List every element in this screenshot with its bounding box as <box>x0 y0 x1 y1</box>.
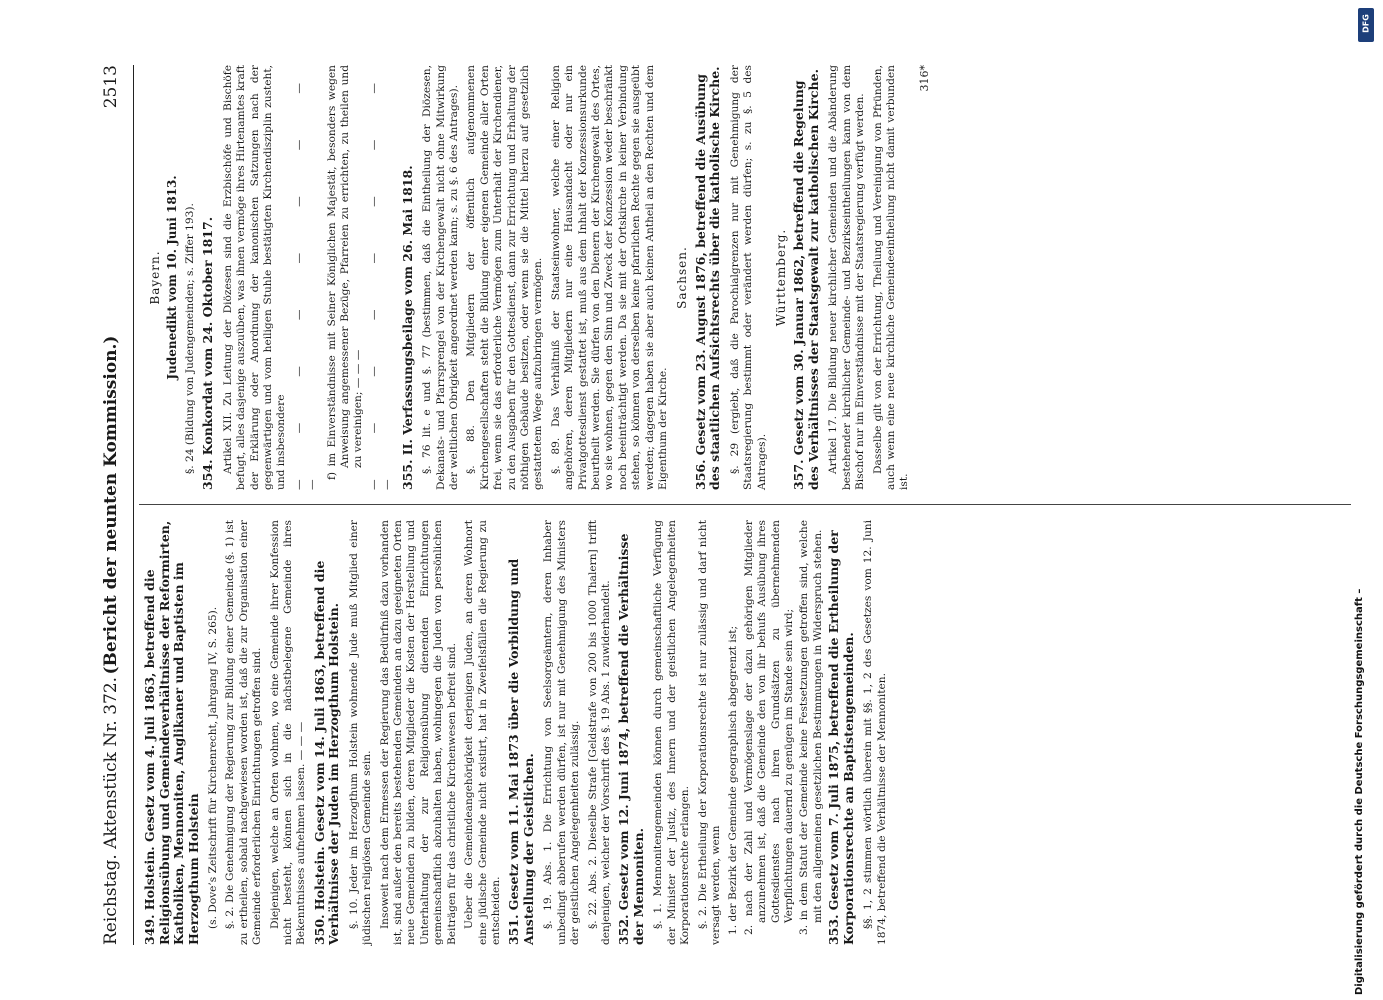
omission-dashes: — — — — — — — — — <box>367 65 394 490</box>
section-357-title: 357. Gesetz vom 30. Januar 1862, betreffend die Regelung des Verhältnisses der Staatsgewalt zur katholischen Kirche. <box>791 69 821 490</box>
list-item: 2. nach der Zahl und Vermögenslage der dazu gehörigen Mitglieder anzunehmen ist, daß die Gemeinde den von ihr behufs Ausübung ihres Gottesdienstes nach ihren Grundsätzen zu übernehmenden Verpflichtungen dauernd zu genügen im Stande sein wird; <box>742 520 795 935</box>
section-349-title: 349. Holstein. Gesetz vom 4. Juli 1863, betreffend die Religionsübung und Gemeindeverhältnisse der Reformirten, Katholiken, Mennoniten, Anglikaner und Baptisten im Herzogthum Holstein <box>142 520 201 945</box>
section-352-para: §. 1. Mennonitengemeinden können durch gemeinschaftliche Verfügung der Minister der Justiz, des Innern und der geistlichen Angelegenheiten Korporationsrechte erlangen. <box>652 520 692 945</box>
state-heading-wuerttemberg: Württemberg. <box>774 228 789 327</box>
section-353-para: §§. 1, 2 stimmen wörtlich überein mit §§. 1, 2 des Gesetzes vom 12. Juni 1874, betreffend die Verhältnisse der Mennoniten. <box>862 520 888 945</box>
section-355-para: §. 89. Das Verhältniß der Staatseinwohner, welche einer Religion angehören, deren Mitgliedern nur eine Hausandacht oder nur ein Privatgottesdienst gestattet ist, muß aus dem Inhalt der Konzessionsurkunde beurtheilt werden. Sie dürfen von den Dienern der Kirchengewalt des Ortes, wo sie wohnen, gegen den Sinn und Zweck der Konzession weder beschränkt noch beeinträchtigt werden. Da sie mit der Ortskirche in keiner Verbindung stehen, so können von derselben keine pfarrlichen Rechte gegen sie ausgeübt werden; dagegen haben sie aber auch keinen Antheil an den Rechten und dem Eigenthum der Kirche. <box>549 65 669 490</box>
section-350-title: 350. Holstein. Gesetz vom 14. Juli 1863, betreffend die Verhältnisse der Juden im Herzogthum Holstein. <box>311 560 342 945</box>
judenedikt-heading: Judenedikt vom 10. Juni 1813. <box>165 175 180 380</box>
section-352-title: 352. Gesetz vom 12. Juni 1874, betreffend die Verhältnisse der Mennoniten. <box>616 533 646 945</box>
rotated-page-content <box>95 65 1355 945</box>
omission-dashes: — — — — — — — — — <box>292 65 319 490</box>
section-349-para: §. 2. Die Genehmigung der Regierung zur Bildung einer Gemeinde (§. 1) ist zu ertheilen, sobald nachgewiesen worden ist, daß die zur Organisation einer Gemeinde erforderlichen Einrichtungen getroffen sind. <box>224 520 264 945</box>
digitization-credit <box>1352 0 1380 1000</box>
section-355-title: 355. II. Verfassungsbeilage vom 26. Mai 1818. <box>399 165 415 490</box>
section-352-para: §. 2. Die Ertheilung der Korporationsrechte ist nur zulässig und darf nicht versagt werden, wenn <box>696 520 722 945</box>
section-354-title: 354. Konkordat vom 24. Oktober 1817. <box>200 216 216 490</box>
list-item: f) im Einverständnisse mit Seiner Königlichen Majestät, besonders wegen Anweisung angemessener Bezüge, Pfarreien zu errichten, zu theilen und zu vereinigen; — — — <box>325 65 365 480</box>
section-350-para: Ueber die Gemeindeangehörigkeit derjenigen Juden, an deren Wohnort eine jüdische Gemeinde nicht existirt, hat in Zweifelsfällen die Regierung zu entscheiden. <box>463 520 502 945</box>
list-item: 3. in dem Statut der Gemeinde keine Festsetzungen getroffen sind, welche mit den allgemeinen gesetzlichen Bestimmungen in Widerspruch stehen. <box>798 520 824 935</box>
section-350-para: §. 10. Jeder im Herzogthum Holstein wohnende Jude muß Mitglied einer jüdischen religiösen Gemeinde sein. <box>347 520 374 945</box>
header-center: (Bericht der neunten Kommission.) <box>101 335 121 675</box>
judenedikt-para: §. 24 (Bildung von Judengemeinden; s. Ziffer 193). <box>183 203 196 474</box>
left-column <box>143 520 893 945</box>
state-heading-sachsen: Sachsen. <box>675 246 690 309</box>
header-rule <box>133 65 134 945</box>
section-355-para: §. 88. Den Mitgliedern der öffentlich aufgenommenen Kirchengesellschaften steht die Bildung einer eigenen Gemeinde aller Orten frei, wenn sie das erforderliche Vermögen zum Unterhalt der Kirchendiener, zu den Ausgaben für den Gottesdienst, dann zur Errichtung und Erhaltung der nöthigen Gebäude besitzen, oder wenn sie die Mittel hierzu auf gesetzlich gestattetem Wege aufzubringen vermögen. <box>465 65 545 490</box>
credit-text: Digitalisierung gefördert durch die Deutsche Forschungsgemeinschaft – <box>1354 588 1365 995</box>
section-350-para: Insoweit nach dem Ermessen der Regierung das Bedürfniß dazu vorhanden ist, sind außer den bereits bestehenden Gemeinden an dazu geeigneten Orten neue Gemeinden zu bilden, deren Mitglieder die Kosten der Herstellung und Unterhaltung der zur Religionsübung dienenden Einrichtungen gemeinschaftlich abzuhalten haben, wohingegen die Juden von persönlichen Beiträgen für das christliche Kirchenwesen befreit sind. <box>378 520 458 945</box>
section-349-note: (s. Dove’s Zeitschrift für Kirchenrecht, Jahrgang IV, S. 265). <box>207 606 219 929</box>
section-356-para: §. 29 (ergiebt, daß die Parochialgrenzen nur mit Genehmigung der Staatsregierung bestimmt oder verändert werden dürfen; s. zu §. 5 des Antrages). <box>728 65 768 490</box>
section-351-title: 351. Gesetz vom 11. Mai 1873 über die Vorbildung und Anstellung der Geistlichen. <box>506 558 536 945</box>
section-349-para: Diejenigen, welche an Orten wohnen, wo eine Gemeinde ihrer Konfession nicht besteht, können sich in die nächstbelegene Gemeinde ihres Bekenntnisses aufnehmen lassen. — — — <box>268 520 308 945</box>
page-number: 2513 <box>101 65 121 109</box>
list-item: 1. der Bezirk der Gemeinde geographisch abgegrenzt ist; <box>727 625 740 935</box>
header-left: Reichstag. Aktenstück Nr. 372. <box>101 676 121 945</box>
section-355-para: §. 76 lit. e und §. 77 (bestimmen, daß die Eintheilung der Diözesen, Dekanats- und Pfarrsprengel von der Kirchengewalt nicht ohne Mitwirkung der weltlichen Obrigkeit angeordnet werden kann; s. zu §. 6 des Antrages). <box>421 65 460 490</box>
section-357-para: Dasselbe gilt von der Errichtung, Theilung und Vereinigung von Pfründen, auch wenn eine neue kirchliche Gemeindeeintheilung nicht damit verbunden ist. <box>871 65 911 490</box>
running-header <box>95 65 135 945</box>
section-353-title: 353. Gesetz vom 7. Juli 1875, betreffend die Ertheilung der Korporationsrechte an Baptistengemeinden. <box>826 530 856 945</box>
state-heading-bayern: Bayern. <box>148 250 162 305</box>
dfg-logo-text: DFG <box>1361 14 1371 33</box>
column-divider <box>139 504 1351 505</box>
section-351-para: §. 19. Abs. 1. Die Errichtung von Seelsorgeämtern, deren Inhaber unbedingt abberufen werden dürfen, ist nur mit Genehmigung des Ministers der geistlichen Angelegenheiten zulässig. <box>542 520 582 945</box>
right-column <box>143 65 931 490</box>
section-357-para: Artikel 17. Die Bildung neuer kirchlicher Gemeinden und die Abänderung bestehender kirchlicher Gemeinde- und Bezirkseintheilungen kann von dem Bischof nur im Einverständnisse mit der Staatsregierung verfügt werden. <box>827 65 867 490</box>
signature-mark: 316* <box>917 65 931 92</box>
section-356-title: 356. Gesetz vom 23. August 1876, betreffend die Ausübung des staatlichen Aufsichtsrechts über die katholische Kirche. <box>692 66 723 490</box>
section-351-para: §. 22. Abs. 2. Dieselbe Strafe [Geldstrafe von 200 bis 1000 Thalern] trifft denjenigen, welcher der Vorschrift des §. 19 Abs. 1 zuwiderhandelt. <box>586 520 612 945</box>
dfg-logo <box>1358 8 1374 42</box>
section-354-para: Artikel XII. Zu Leitung der Diözesen sind die Erzbischöfe und Bischöfe befugt, alles dasjenige auszuüben, was ihnen vermöge ihres Hirtenamtes kraft der Erklärung oder Anordnung der kanonischen Satzungen nach der gegenwärtigen und vom heiligen Stuhle bestätigten Kirchendisziplin zusteht, und insbesondere <box>221 65 288 490</box>
